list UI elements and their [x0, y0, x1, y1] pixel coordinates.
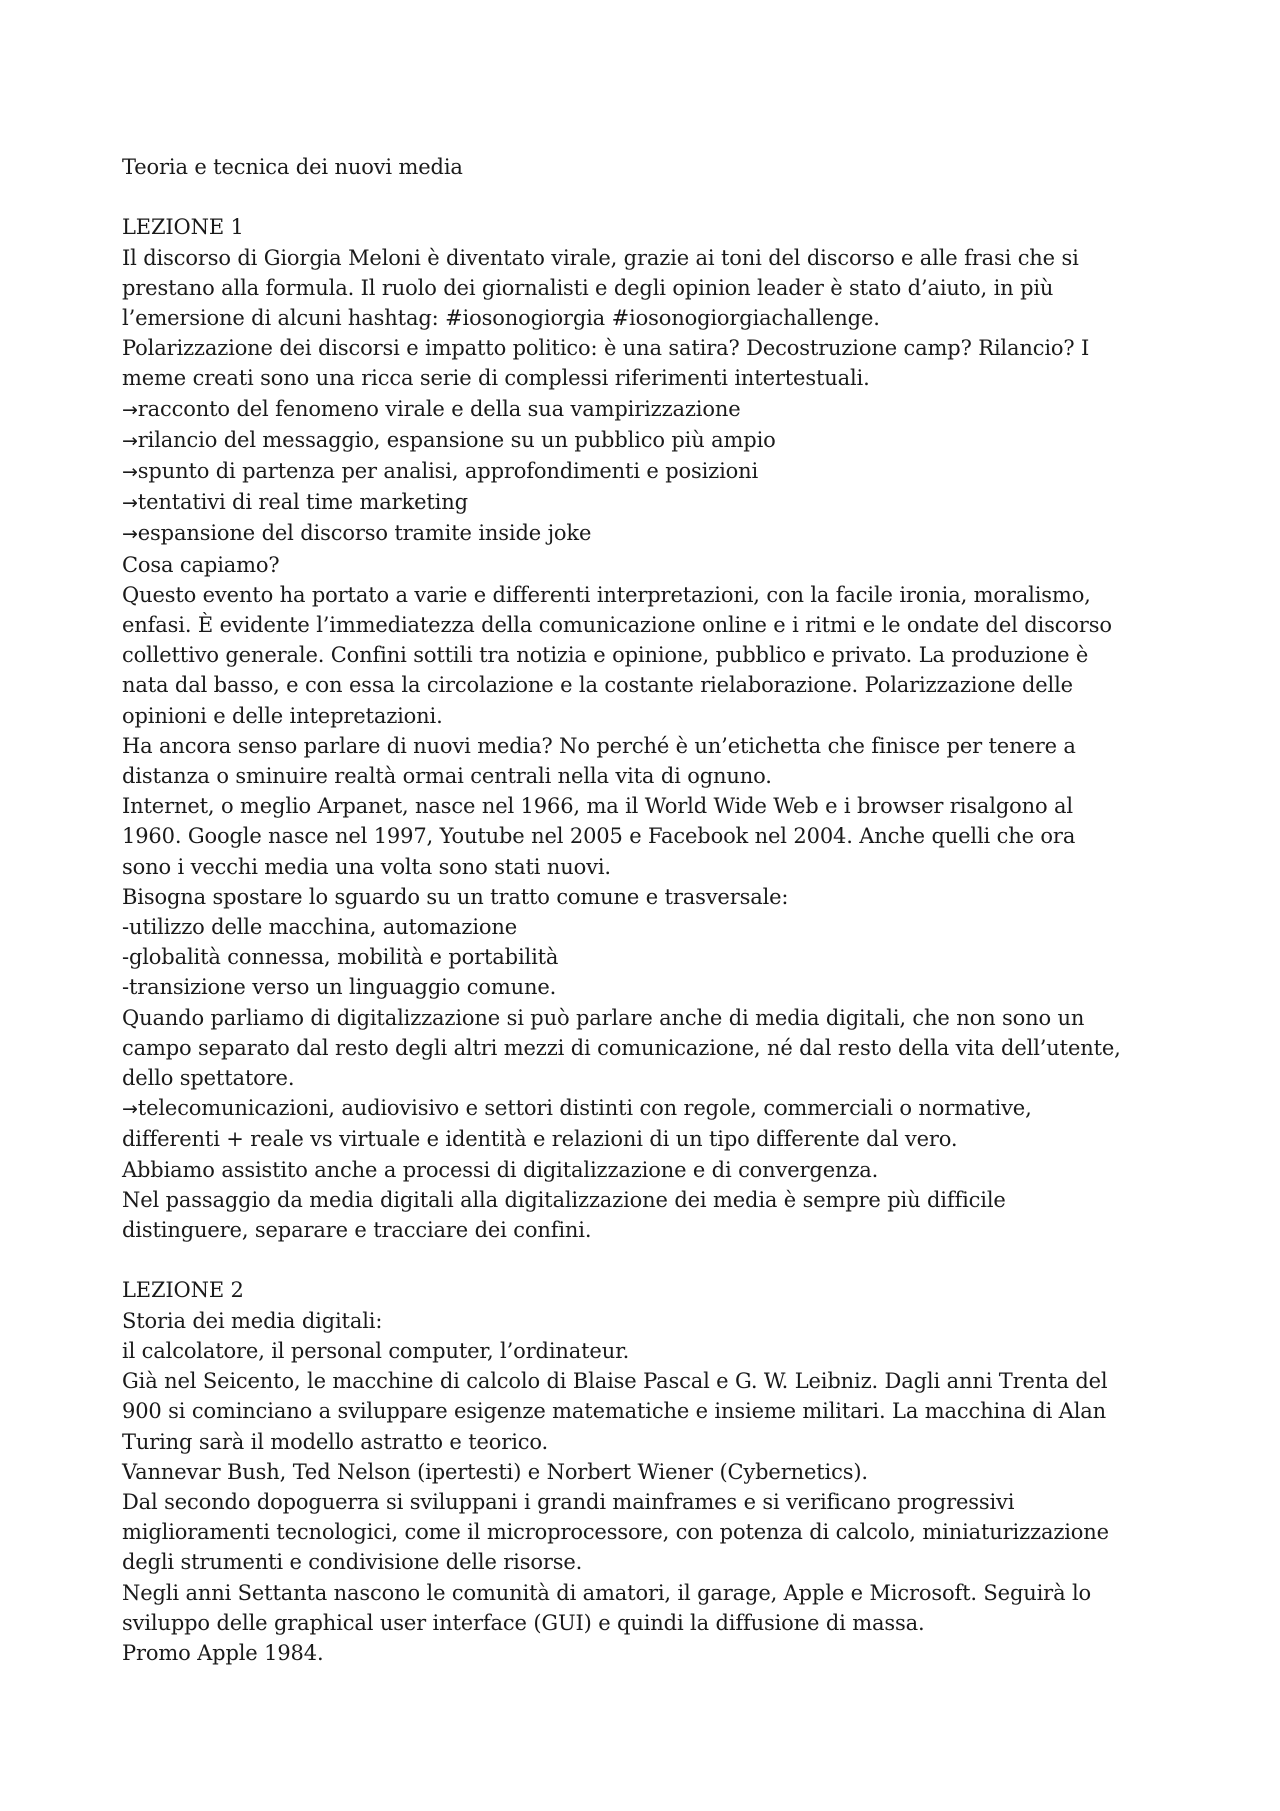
arrow-list-item-text: racconto del fenomeno virale e della sua vampirizzazione: [137, 396, 741, 421]
text-line: distinguere, separare e tracciare dei confini.: [122, 1218, 592, 1243]
text-line: -transizione verso un linguaggio comune.: [122, 975, 557, 1000]
text-line: il calcolatore, il personal computer, l’ordinateur.: [122, 1338, 630, 1363]
text-line: Polarizzazione dei discorsi e impatto politico: è una satira? Decostruzione camp? Rilancio? I: [122, 336, 1090, 361]
arrow-list-item: [122, 1093, 1182, 1124]
arrow-list-item: [122, 425, 1182, 456]
arrow-right-icon: →: [122, 398, 138, 421]
text-line: Nel passaggio da media digitali alla digitalizzazione dei media è sempre più difficile: [122, 1187, 1006, 1212]
text-line: Internet, o meglio Arpanet, nasce nel 1966, ma il World Wide Web e i browser risalgono al: [122, 794, 1073, 819]
lesson-2-heading: LEZIONE 2: [122, 1278, 244, 1303]
text-line: meme creati sono una ricca serie di complessi riferimenti intertestuali.: [122, 366, 870, 391]
text-line: collettivo generale. Confini sottili tra notizia e opinione, pubblico e privato. La produzione è: [122, 643, 1089, 668]
document-page: [122, 152, 1182, 1668]
text-line: distanza o sminuire realtà ormai centrali nella vita di ognuno.: [122, 764, 772, 789]
text-line: differenti + reale vs virtuale e identità e relazioni di un tipo differente dal vero.: [122, 1127, 958, 1152]
text-line: dello spettatore.: [122, 1066, 295, 1091]
text-line: -utilizzo delle macchina, automazione: [122, 915, 518, 940]
text-line: sono i vecchi media una volta sono stati nuovi.: [122, 854, 611, 879]
arrow-list-item: [122, 394, 1182, 425]
text-line: Turing sarà il modello astratto e teorico.: [122, 1429, 549, 1454]
text-line: Promo Apple 1984.: [122, 1640, 324, 1665]
text-line: enfasi. È evidente l’immediatezza della comunicazione online e i ritmi e le ondate del discorso: [122, 613, 1112, 638]
text-line: Storia dei media digitali:: [122, 1308, 383, 1333]
text-line: -globalità connessa, mobilità e portabilità: [122, 945, 559, 970]
text-line: Abbiamo assistito anche a processi di digitalizzazione e di convergenza.: [122, 1157, 879, 1182]
arrow-right-icon: →: [122, 461, 138, 484]
arrow-right-icon: →: [122, 523, 138, 546]
spacer: [122, 1245, 1182, 1275]
text-line: Dal secondo dopoguerra si sviluppani i grandi mainframes e si verificano progressivi: [122, 1489, 1015, 1514]
text-line: campo separato dal resto degli altri mezzi di comunicazione, né dal resto della vita dell’utente,: [122, 1035, 1121, 1060]
arrow-list-item: [122, 456, 1182, 487]
text-line: 1960. Google nasce nel 1997, Youtube nel 2005 e Facebook nel 2004. Anche quelli che ora: [122, 824, 1076, 849]
text-line: Il discorso di Giorgia Meloni è diventato virale, grazie ai toni del discorso e alle frasi che si: [122, 245, 1079, 270]
arrow-right-icon: →: [122, 1098, 138, 1121]
spacer: [122, 182, 1182, 212]
arrow-right-icon: →: [122, 429, 138, 452]
text-line: opinioni e delle intepretazioni.: [122, 703, 443, 728]
text-line: degli strumenti e condivisione delle risorse.: [122, 1550, 583, 1575]
arrow-list-item-text: rilancio del messaggio, espansione su un pubblico più ampio: [137, 427, 776, 452]
text-line: Cosa capiamo?: [122, 552, 280, 577]
arrow-right-icon: →: [122, 492, 138, 515]
text-line: Ha ancora senso parlare di nuovi media? No perché è un’etichetta che finisce per tenere a: [122, 733, 1076, 758]
arrow-list-item-text: telecomunicazioni, audiovisivo e settori distinti con regole, commerciali o normative,: [137, 1096, 1032, 1121]
arrow-list-item-text: espansione del discorso tramite inside joke: [137, 521, 592, 546]
text-line: Quando parliamo di digitalizzazione si può parlare anche di media digitali, che non sono un: [122, 1005, 1085, 1030]
arrow-list-item: [122, 518, 1182, 549]
arrow-list-item-text: tentativi di real time marketing: [137, 490, 468, 515]
text-line: Negli anni Settanta nascono le comunità di amatori, il garage, Apple e Microsoft. Seguirà lo: [122, 1580, 1092, 1605]
text-line: Già nel Seicento, le macchine di calcolo di Blaise Pascal e G. W. Leibniz. Dagli anni Trenta del: [122, 1369, 1108, 1394]
text-line: Vannevar Bush, Ted Nelson (ipertesti) e Norbert Wiener (Cybernetics).: [122, 1459, 868, 1484]
text-line: sviluppo delle graphical user interface (GUI) e quindi la diffusione di massa.: [122, 1610, 925, 1635]
document-title: Teoria e tecnica dei nuovi media: [122, 155, 463, 179]
text-line: nata dal basso, e con essa la circolazione e la costante rielaborazione. Polarizzazione delle: [122, 673, 1073, 698]
lesson-1-heading: LEZIONE 1: [122, 215, 244, 240]
text-line: miglioramenti tecnologici, come il microprocessore, con potenza di calcolo, miniaturizzazione: [122, 1520, 1109, 1545]
text-line: 900 si cominciano a sviluppare esigenze matematiche e insieme militari. La macchina di Alan: [122, 1399, 1107, 1424]
arrow-list-item: [122, 487, 1182, 518]
text-line: prestano alla formula. Il ruolo dei giornalisti e degli opinion leader è stato d’aiuto, in più: [122, 275, 1054, 300]
arrow-list-item-text: spunto di partenza per analisi, approfondimenti e posizioni: [137, 459, 759, 484]
text-line: Bisogna spostare lo sguardo su un tratto comune e trasversale:: [122, 884, 789, 909]
text-line: l’emersione di alcuni hashtag: #iosonogiorgia #iosonogiorgiachallenge.: [122, 306, 880, 330]
text-line: Questo evento ha portato a varie e differenti interpretazioni, con la facile ironia, moralismo,: [122, 582, 1091, 607]
